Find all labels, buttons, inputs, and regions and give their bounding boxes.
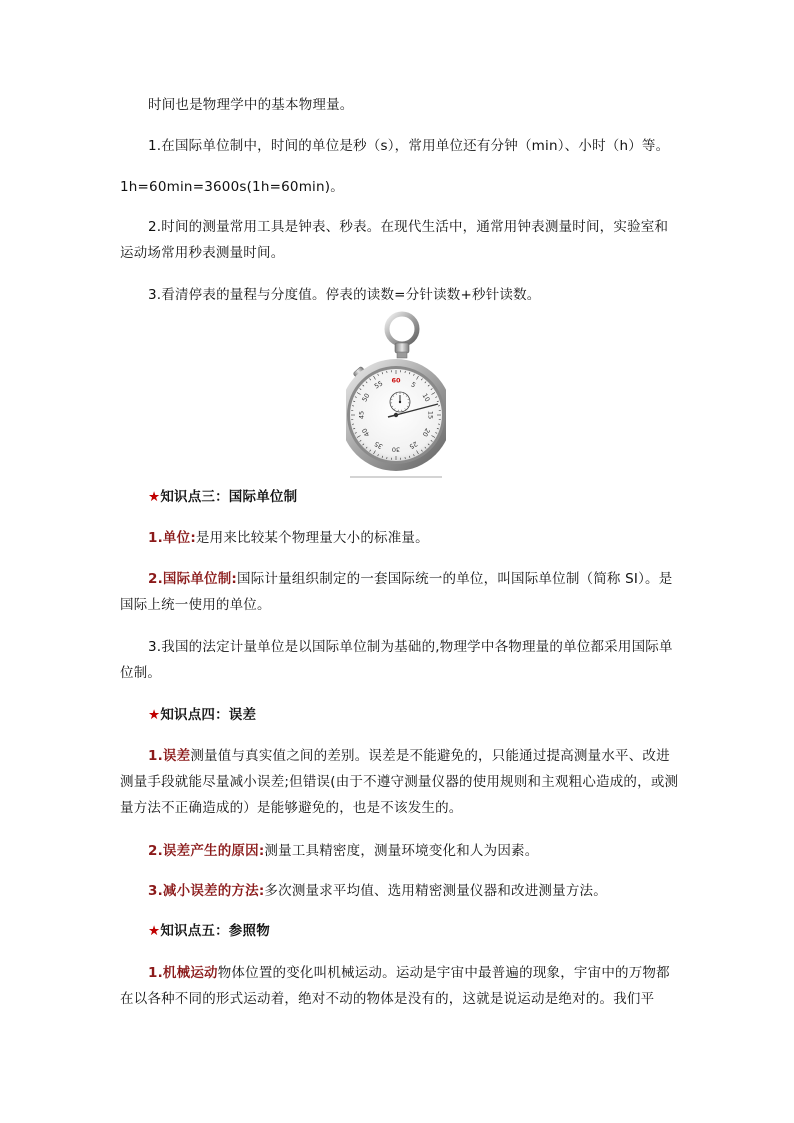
section-heading-text: 知识点四：误差 (160, 707, 257, 723)
dial-number-label: 45 (357, 410, 366, 420)
star-icon: ★ (148, 489, 161, 505)
paragraph-time-conversion: 1h=60min=3600s(1h=60min)。 (120, 179, 344, 195)
section3-heading (120, 484, 680, 510)
section4-item-reduce (120, 878, 680, 904)
dial-number-label: 40 (360, 426, 372, 438)
section-heading-text: 知识点五：参照物 (160, 923, 270, 939)
item-label: 1.单位: (148, 530, 196, 546)
stopwatch-image (346, 311, 446, 479)
dial-number-label: 50 (360, 392, 372, 404)
item-text: 测量工具精密度，测量环境变化和人为因素。 (264, 843, 539, 859)
section5-heading (120, 918, 680, 944)
dial-number-label: 10 (420, 392, 432, 404)
section4-heading (120, 702, 680, 728)
section4-item-causes (120, 838, 680, 864)
section3-item-legal-units: 3.我国的法定计量单位是以国际单位制为基础的,物理学中各物理量的单位都采用国际单位制。 (120, 639, 673, 681)
item-label: 2.误差产生的原因: (148, 843, 265, 859)
star-icon: ★ (148, 707, 161, 723)
dial-number-label: 55 (373, 379, 385, 391)
item-text: 是用来比较某个物理量大小的标准量。 (195, 530, 429, 546)
stopwatch-loop (387, 314, 417, 344)
item-label: 3.减小误差的方法: (148, 883, 265, 899)
paragraph-time-tools: 2.时间的测量常用工具是钟表、秒表。在现代生活中，通常用钟表测量时间，实验室和运动场常用秒表测量时间。 (120, 219, 669, 261)
item-label: 1.误差 (148, 748, 191, 764)
paragraph-stopwatch-reading: 3.看清停表的量程与分度值。停表的读数=分针读数+秒针读数。 (148, 287, 541, 303)
section3-item-unit (120, 525, 680, 551)
star-icon: ★ (148, 923, 161, 939)
dial-number-label: 20 (420, 426, 432, 438)
dial-number-label: 30 (391, 445, 401, 454)
dial-number-label: 35 (373, 439, 385, 451)
dial-number-label: 5 (409, 380, 418, 390)
paragraph-time-unit: 1.在国际单位制中，时间的单位是秒（s），常用单位还有分钟（min）、小时（h）等。 (148, 138, 670, 154)
section-heading-text: 知识点三：国际单位制 (160, 489, 298, 505)
section4-item-error (120, 743, 680, 821)
dial-number-label: 15 (426, 410, 435, 420)
item-label: 1.机械运动 (148, 965, 218, 981)
section3-item-si (120, 566, 680, 618)
section5-item-mechanical-motion (120, 960, 680, 1012)
stopwatch-crown (395, 343, 409, 353)
item-text: 物体位置的变化叫机械运动。运动是宇宙中最普遍的现象，宇宙中的万物都在以各种不同的形式运动着，绝对不动的物体是没有的，这就是说运动是绝对的。我们平 (120, 965, 670, 1007)
item-text: 测量值与真实值之间的差别。误差是不能避免的，只能通过提高测量水平、改进测量手段就能尽量减小误差;但错误(由于不遵守测量仪器的使用规则和主观粗心造成的，或测量方法不正确造成的）是能够避免的，也是不该发生的。 (120, 748, 679, 816)
dial-number-label: 60 (391, 376, 401, 385)
item-label: 2.国际单位制: (148, 571, 238, 587)
item-text: 多次测量求平均值、选用精密测量仪器和改进测量方法。 (264, 883, 607, 899)
paragraph-time-basic: 时间也是物理学中的基本物理量。 (148, 97, 354, 113)
dial-number-label: 25 (407, 439, 419, 451)
item-text: 国际计量组织制定的一套国际统一的单位，叫国际单位制（简称 SI）。是国际上统一使用的单位。 (120, 571, 673, 613)
